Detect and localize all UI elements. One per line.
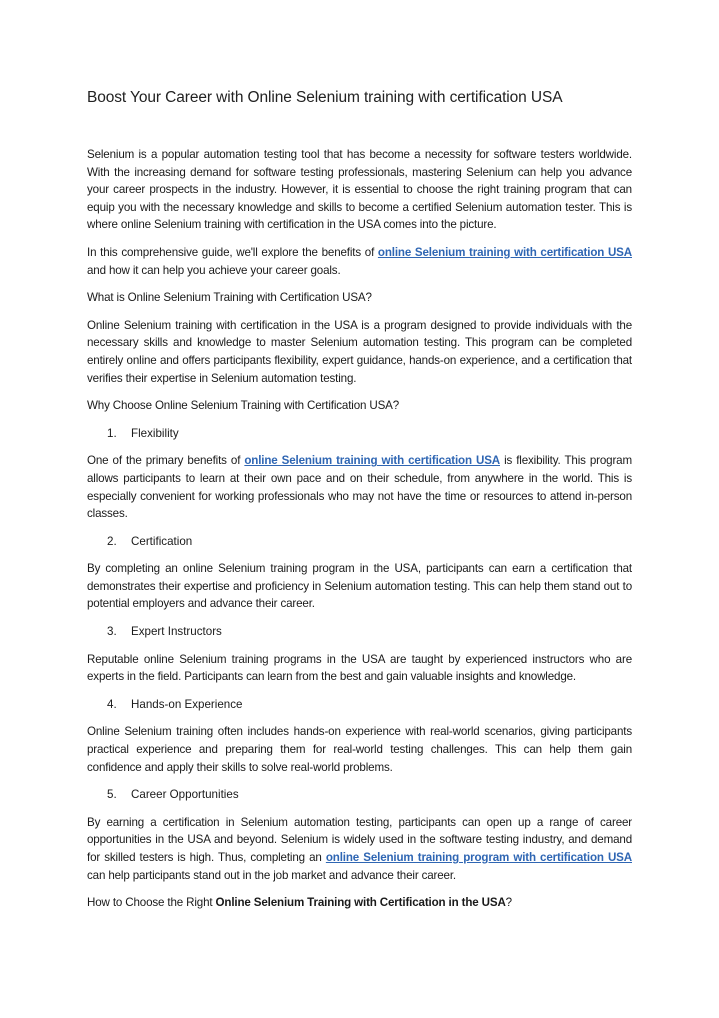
item-paragraph: By earning a certification in Selenium automation testing, participants can open up a range of career opportunities in the USA and beyond. Selenium is widely used in the software testing industry, and demand for skilled testers is high. Thus, completing an online Selenium training program with certification USA can help participants stand out in the job market and advance their career. xyxy=(87,815,632,882)
page-title: Boost Your Career with Online Selenium training with certification USA xyxy=(87,89,563,106)
flexibility-link[interactable]: online Selenium training with certification USA xyxy=(244,454,500,468)
what-heading: What is Online Selenium Training with Certification USA? xyxy=(87,291,372,305)
what-paragraph: Online Selenium training with certification in the USA is a program designed to provide individuals with the necessary skills and knowledge to master Selenium automation testing. This program can be completed entirely online and offers participants flexibility, expert guidance, hands-on experience, and a certification that verifies their expertise in Selenium automation testing. xyxy=(87,318,632,385)
intro-paragraph: Selenium is a popular automation testing tool that has become a necessity for software testers worldwide. With the increasing demand for software testing professionals, mastering Selenium can help you advance your career prospects in the industry. However, it is essential to choose the right training program that can equip you with the necessary knowledge and skills to become a certified Selenium automation tester. This is where online Selenium training with certification in the USA comes into the picture. xyxy=(87,148,632,232)
list-item: 3. Expert Instructors xyxy=(107,625,222,639)
guide-link[interactable]: online Selenium training with certification USA xyxy=(377,245,632,259)
choose-heading: How to Choose the Right Online Selenium Training with Certification in the USA? xyxy=(87,896,512,910)
list-item: 1. Flexibility xyxy=(107,426,179,440)
list-item: 2. Certification xyxy=(107,534,193,548)
item-paragraph: Online Selenium training often includes hands-on experience with real-world scenarios, giving participants practical experience and preparing them for real-world testing challenges. This can help them gain confidence and apply their skills to solve real-world problems. xyxy=(87,725,632,774)
list-item: 5. Career Opportunities xyxy=(107,788,239,802)
career-link[interactable]: online Selenium training program with certification USA xyxy=(325,851,632,864)
list-item: 4. Hands-on Experience xyxy=(107,697,243,711)
item-paragraph: One of the primary benefits of online Selenium training with certification USA is flexibility. This program allows participants to learn at their own pace and on their schedule, from anywhere in the world. This is especially convenient for working professionals who may not have the time or resources to attend in-person classes. xyxy=(87,454,632,521)
guide-paragraph: In this comprehensive guide, we'll explore the benefits of online Selenium training with certification USA and how it can help you achieve your career goals. xyxy=(87,245,632,277)
item-paragraph: Reputable online Selenium training programs in the USA are taught by experienced instructors who are experts in the field. Participants can learn from the best and gain valuable insights and knowledge. xyxy=(87,652,632,684)
document-body xyxy=(87,146,632,922)
item-paragraph: By completing an online Selenium training program in the USA, participants can earn a certification that demonstrates their expertise and proficiency in Selenium automation testing. This can help them stand out to potential employers and advance their career. xyxy=(87,562,632,611)
why-heading: Why Choose Online Selenium Training with Certification USA? xyxy=(87,399,400,413)
